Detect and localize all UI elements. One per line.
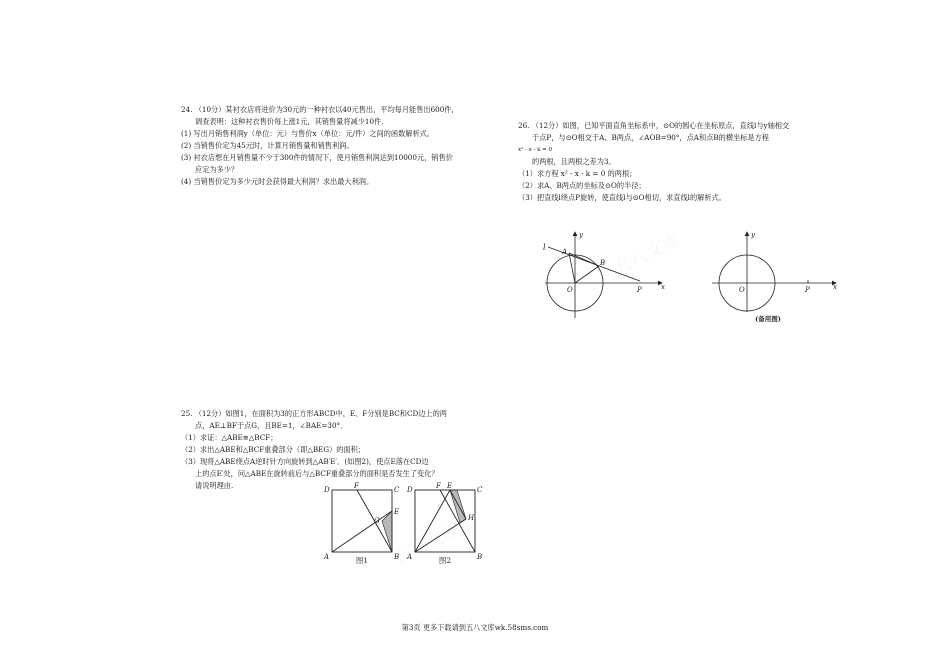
q26-line-6: （3）把直线l绕点P旋转，使直线l与⊙O相切，求直线l的解析式。	[518, 193, 726, 202]
q25-line-6: 上的点E′处，问△ABE在旋转前后与△BCF重叠部分的面积是否发生了变化？	[195, 469, 439, 478]
q24-line-3: (1) 写出月销售利润y（单位：元）与售价x（单位：元/件）之间的函数解析式。	[181, 129, 435, 138]
label-y: y	[579, 231, 583, 239]
fig2-label-d: D	[407, 486, 413, 494]
q24-line-6: 应定为多少？	[195, 165, 239, 174]
label-o: O	[567, 286, 573, 294]
fig2-label-b: B	[477, 553, 483, 561]
q25-figure-1	[332, 490, 392, 552]
fig1-label-a: A	[324, 553, 330, 561]
label-l: l	[543, 243, 546, 252]
fig2-label-h: H	[468, 514, 475, 522]
q26-line-5: （2）求A、B两点的坐标及⊙O的半径；	[518, 181, 646, 190]
q25-line-7: 请说明理由.	[195, 481, 234, 490]
q25-line-5: （3）现将△ABE绕点A逆时针方向旋转到△AB′E′．(如图2)，使点E落在CD边	[181, 457, 429, 466]
fig1-label-b: B	[394, 553, 400, 561]
spare-caption: (备用图)	[755, 315, 781, 323]
q26-equation: x² - x - k = 0	[518, 147, 553, 153]
fig1-label-g: G	[374, 517, 380, 525]
q25-figure-2	[415, 490, 475, 552]
q26-line-3: 的两根，且两根之差为3。	[532, 157, 616, 166]
q24-line-2: 调查表明：这种衬衣售价每上涨1元，其销售量将减少10件.	[195, 117, 384, 126]
q25-line-2: 点，AE⊥BF于点G，且BE=1，∠BAE=30°．	[195, 421, 348, 430]
q26-line-1: 26. （12分）如图，已知平面直角坐标系中，⊙O的圆心在坐标原点，直线l与y轴相交	[518, 121, 790, 130]
fig1-label-d: D	[324, 486, 330, 494]
label-y-spare: y	[751, 231, 755, 239]
q25-line-3: （1）求证：△ABE≌△BCF；	[181, 433, 278, 442]
q25-line-1: 25. （12分）如图1，在面积为3的正方形ABCD中，E、F分别是BC和CD边上的两	[181, 409, 447, 418]
label-x-spare: x	[833, 283, 837, 291]
fig2-caption: 图2	[438, 556, 452, 565]
page-footer: 第3页 更多下载请到五八文库wk.58sms.com	[401, 623, 549, 632]
q24-line-5: (3) 衬衣店想在月销售量不少于300件的情况下，使月销售利润达到10000元，销售价	[181, 153, 453, 162]
fig1-caption: 图1	[355, 556, 369, 565]
label-b: B	[600, 259, 606, 267]
q26-line-2: 于点P，与⊙O相交于A、B两点，∠AOB=90°，点A和点B的横坐标是方程	[532, 133, 769, 142]
label-p-spare: P	[805, 286, 810, 294]
fig2-label-e: E	[447, 482, 453, 490]
label-a: A	[562, 248, 568, 256]
q24-line-7: (4) 当销售价定为多少元时会获得最大利润？求出最大利润。	[181, 177, 374, 186]
fig1-label-e: E	[394, 508, 400, 516]
q24-line-1: 24. （10分）某衬衣店将进价为30元的一种衬衣以40元售出，平均每月能售出600件，	[181, 105, 459, 114]
label-x: x	[661, 283, 665, 291]
q25-line-4: （2）求出△ABE和△BCF重叠部分（即△BEG）的面积；	[181, 445, 366, 454]
fig2-label-c: C	[477, 486, 483, 494]
fig1-label-f: F	[354, 482, 359, 490]
label-p: P	[637, 286, 642, 294]
label-o-spare: O	[739, 286, 745, 294]
q24-line-4: (2) 当销售价定为45元时，计算月销售量和销售利润。	[181, 141, 354, 150]
fig2-label-f: F	[436, 482, 441, 490]
q26-line-4: （1）求方程 x² - x - k = 0 的两根；	[518, 169, 637, 178]
segment-ab-prime	[415, 519, 466, 552]
fig2-label-a: A	[407, 553, 413, 561]
fig1-label-c: C	[394, 486, 400, 494]
segment-ae	[332, 511, 392, 552]
